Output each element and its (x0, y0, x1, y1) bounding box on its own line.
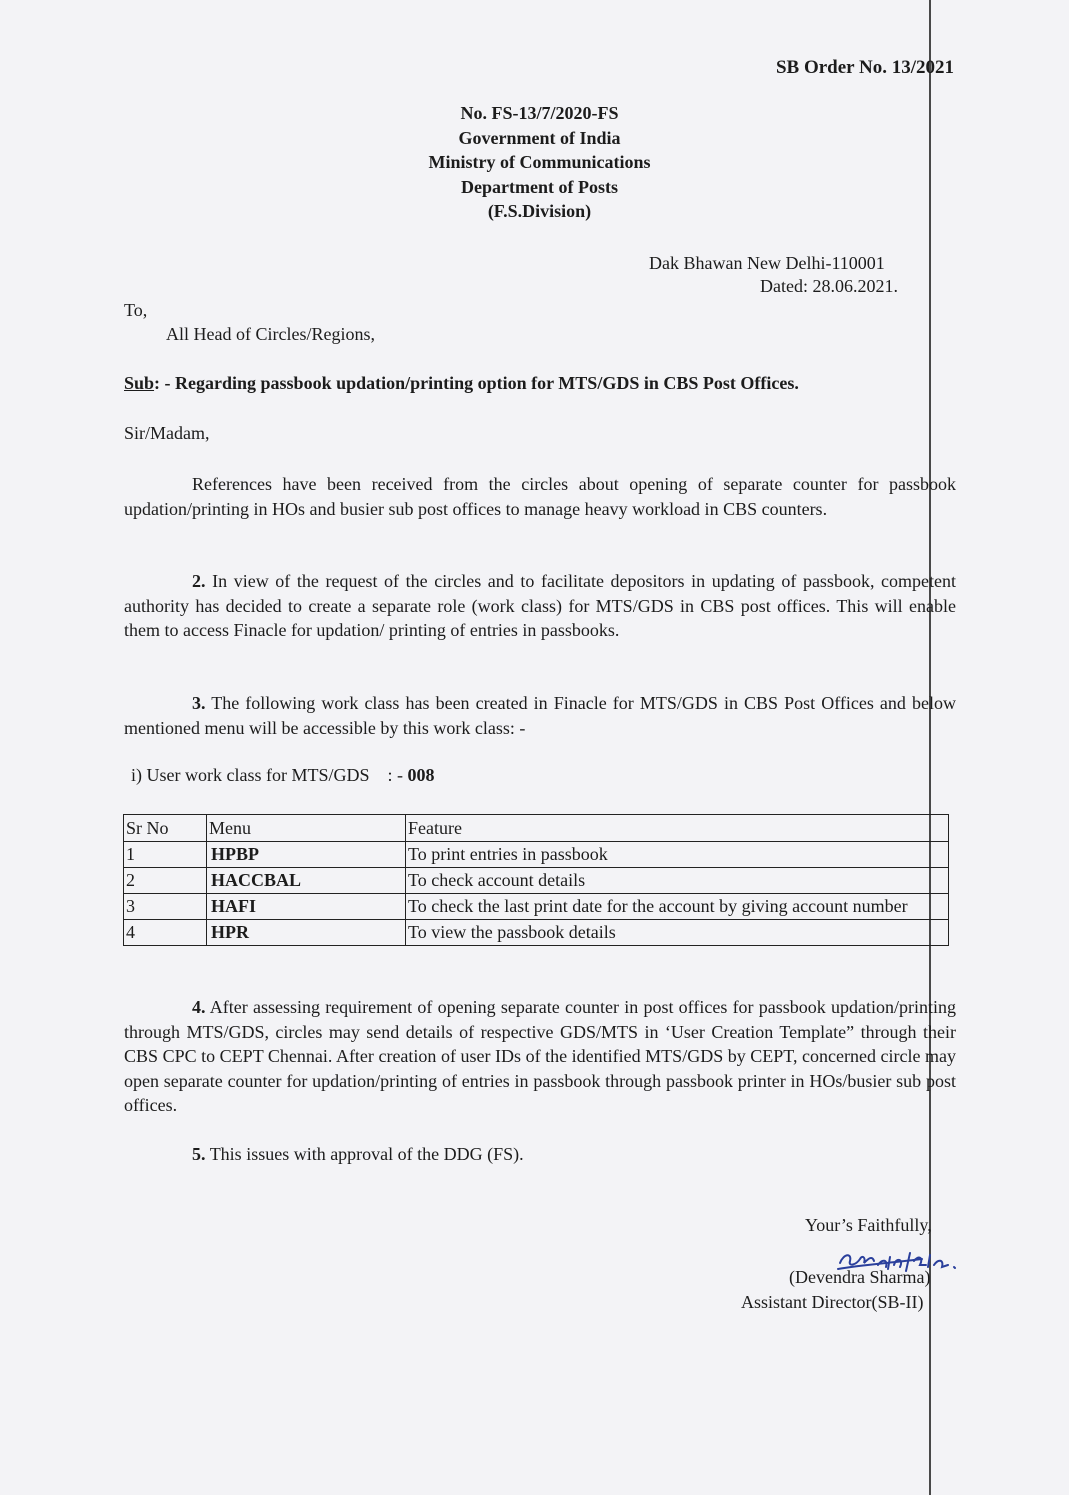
work-class-label: i) User work class for MTS/GDS (131, 765, 370, 785)
addressee: All Head of Circles/Regions, (166, 324, 375, 344)
subject-prefix: Sub (124, 373, 155, 393)
ministry-name: Ministry of Communications (428, 152, 651, 172)
paragraph-5-number: 5. (192, 1144, 206, 1164)
paragraph-3-text: The following work class has been created in Finacle for MTS/GDS in CBS Post Offices and below mentioned menu will be accessible by this work class: - (124, 693, 956, 738)
table-row (124, 842, 949, 868)
table-row (124, 868, 949, 894)
menu-table (123, 814, 949, 946)
government-name: Government of India (458, 127, 621, 148)
work-class-line (131, 765, 434, 786)
paragraph-3 (124, 691, 956, 740)
date-line: Dated: 28.06.2021. (760, 276, 898, 296)
signer-designation: Assistant Director(SB-II) (741, 1292, 924, 1312)
table-header-row (124, 815, 949, 842)
cell-feature: To view the passbook details (406, 920, 949, 946)
signer-name: (Devendra Sharma) (789, 1267, 931, 1287)
place-line: Dak Bhawan New Delhi-110001 (649, 253, 885, 273)
paragraph-2-text: In view of the request of the circles and to facilitate depositors in updating of passbook, competent authority has decided to create a separate role (work class) for MTS/GDS in CBS post offices. This will enable them to access Finacle for updation/ printing of entries in passbooks. (124, 571, 957, 640)
cell-sr-no: 4 (124, 920, 207, 946)
paragraph-2 (124, 569, 956, 643)
letter-header (0, 101, 1069, 224)
table-row (124, 894, 949, 920)
closing: Your’s Faithfully, (805, 1215, 932, 1235)
paragraph-5 (124, 1142, 956, 1167)
paragraph-4 (124, 995, 956, 1118)
table-row (124, 920, 949, 946)
cell-feature: To print entries in passbook (406, 842, 949, 868)
cell-menu: HACCBAL (207, 868, 406, 894)
header-menu: Menu (207, 815, 406, 842)
cell-menu: HAFI (207, 894, 406, 920)
salutation: Sir/Madam, (124, 423, 210, 443)
department-name: Department of Posts (461, 176, 618, 197)
subject-line (124, 373, 799, 394)
header-feature: Feature (406, 815, 949, 842)
paragraph-1: References have been received from the circles about opening of separate counter for passbook updation/printing in HOs and busier sub post offices to manage heavy workload in CBS counters. (124, 474, 956, 519)
paragraph-4-text: After assessing requirement of opening separate counter in post offices for passbook updation/printing through MTS/GDS, circles may send details of respective GDS/MTS in ‘User Creation Template” through their CBS CPC to CEPT Chennai. After creation of user IDs of the identified MTS/GDS by CEPT, concerned circle may open separate counter for updation/printing of entries in passbook through passbook printer in HOs/busier sub post offices. (124, 997, 957, 1115)
file-number: No. FS-13/7/2020-FS (460, 103, 619, 123)
work-class-separator: : - (387, 765, 403, 785)
subject-text: : - Regarding passbook updation/printing option for MTS/GDS in CBS Post Offices. (154, 373, 799, 393)
cell-sr-no: 3 (124, 894, 207, 920)
order-number: SB Order No. 13/2021 (775, 57, 954, 78)
work-class-value: 008 (407, 765, 435, 785)
paragraph-3-number: 3. (192, 693, 206, 713)
cell-feature: To check account details (406, 868, 949, 894)
header-sr-no: Sr No (124, 815, 207, 842)
cell-sr-no: 2 (124, 868, 207, 894)
paragraph-4-number: 4. (192, 997, 206, 1017)
cell-menu: HPR (207, 920, 406, 946)
paragraph-2-number: 2. (192, 571, 206, 591)
paragraph-5-text: This issues with approval of the DDG (FS). (209, 1144, 524, 1164)
cell-feature: To check the last print date for the account by giving account number (406, 894, 949, 920)
cell-menu: HPBP (207, 842, 406, 868)
cell-sr-no: 1 (124, 842, 207, 868)
division-name: (F.S.Division) (487, 201, 592, 221)
to-label: To, (124, 300, 148, 320)
